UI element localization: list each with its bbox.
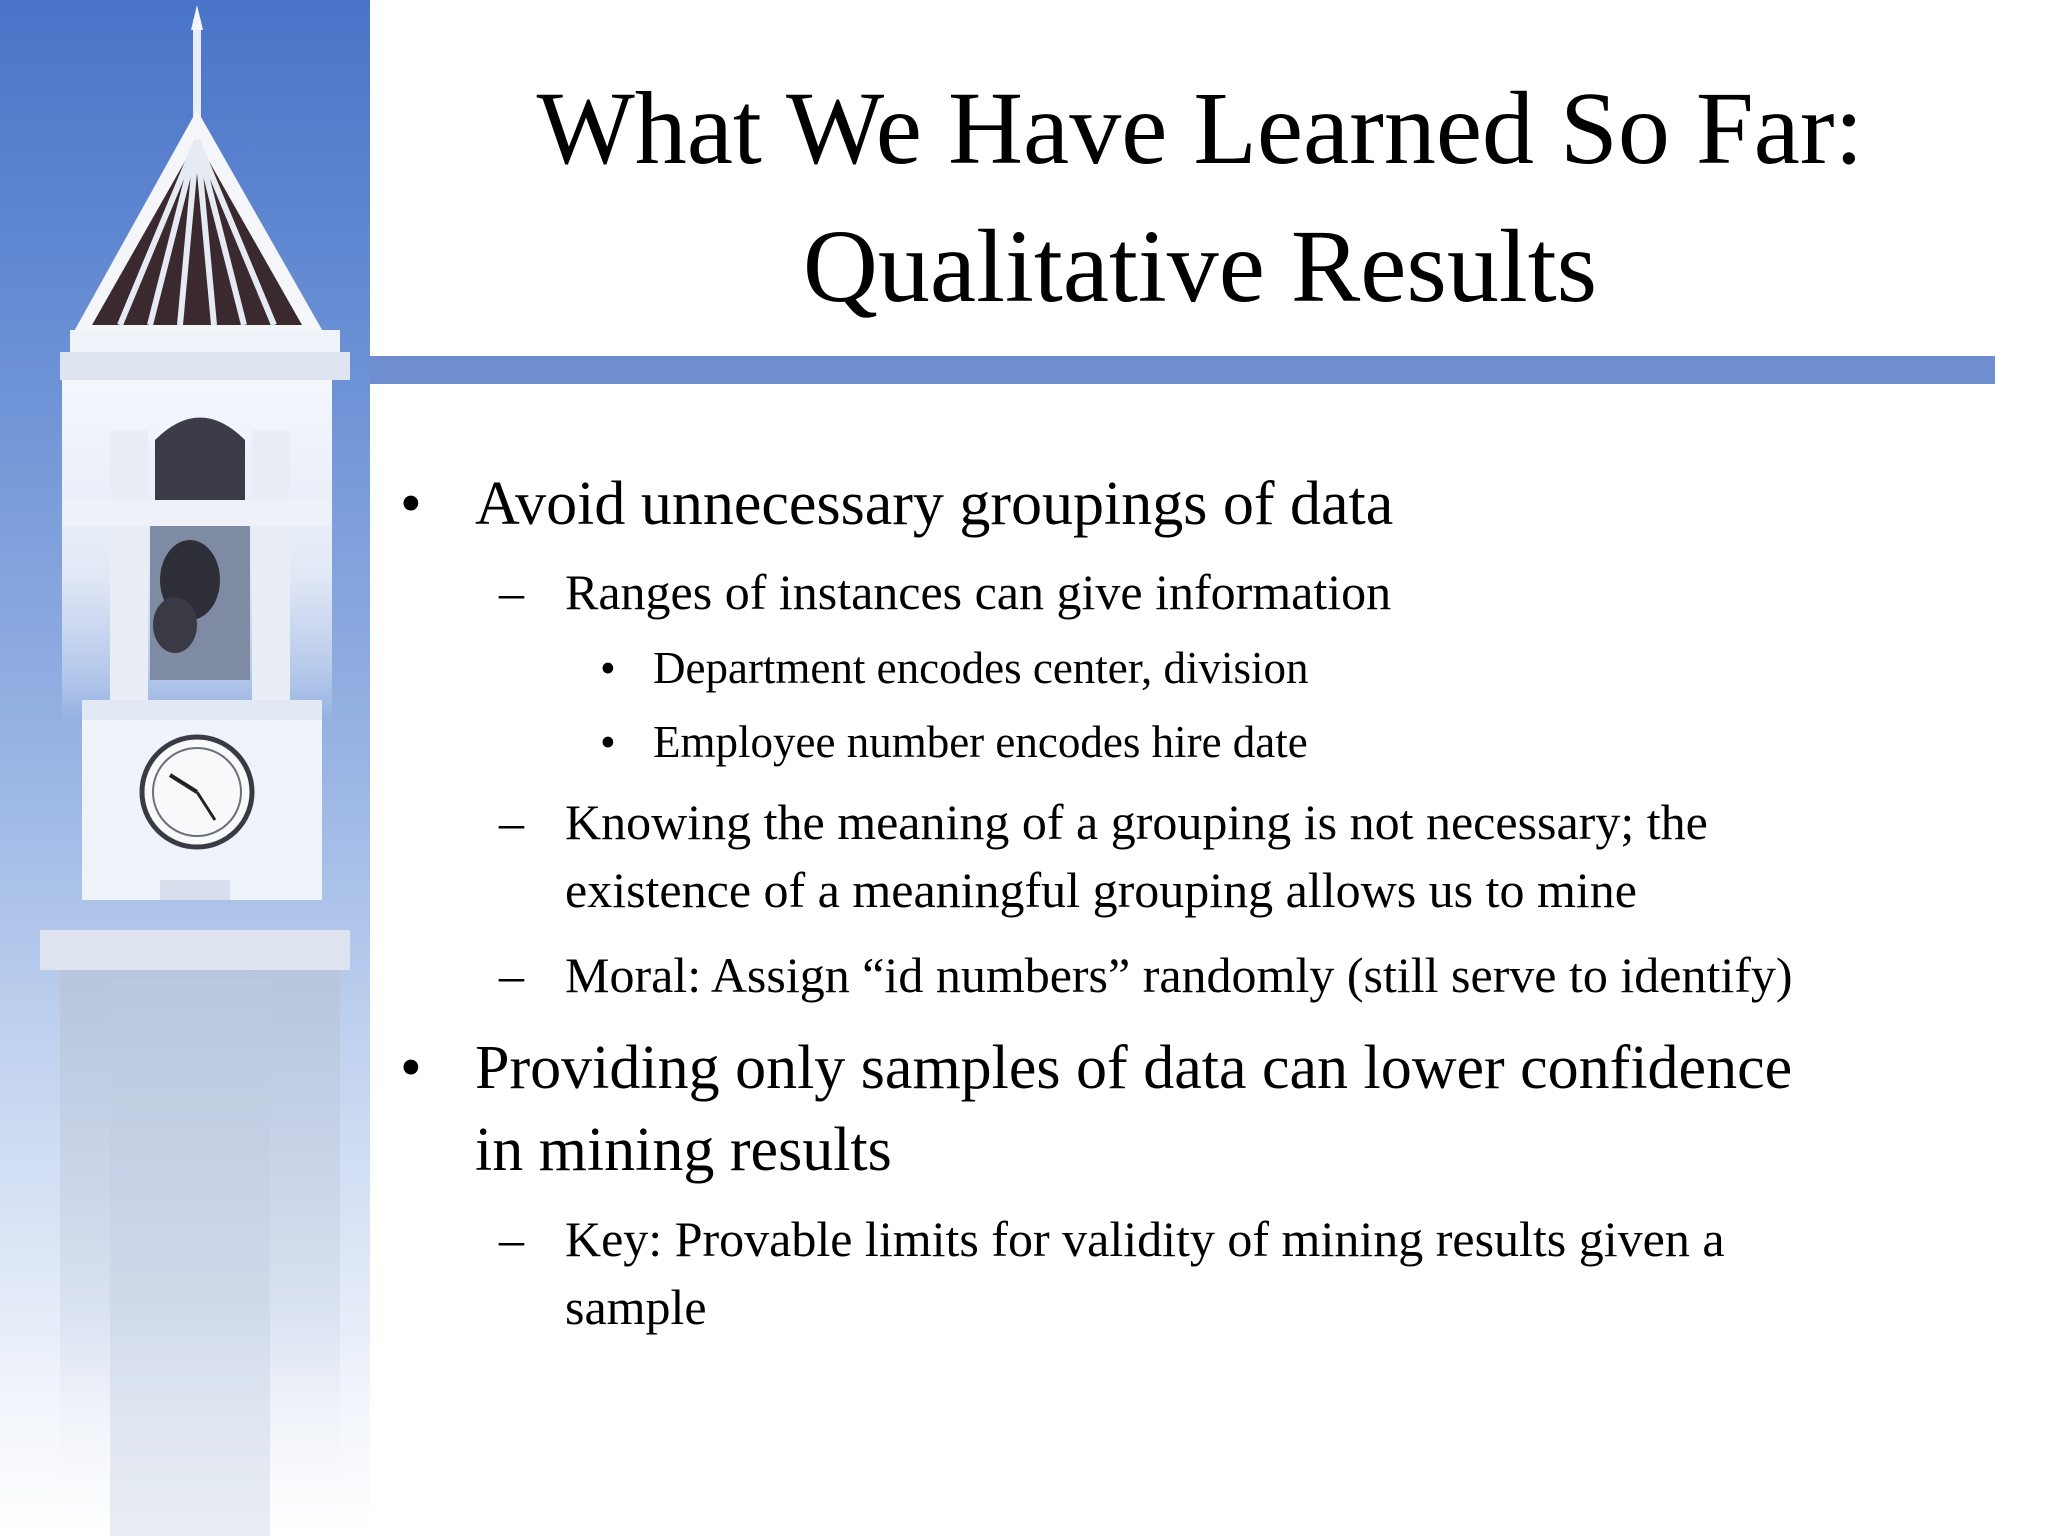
dash-marker: – <box>499 794 524 850</box>
bullet-text-line-1: Knowing the meaning of a grouping is not necessary; the <box>565 794 1708 850</box>
sub-bullet-item <box>499 788 1708 924</box>
clock-tower-illustration <box>0 0 370 1536</box>
bullet-text-line-2: in mining results <box>475 1116 892 1184</box>
bullet-text: Moral: Assign “id numbers” randomly (still serve to identify) <box>565 947 1793 1003</box>
bullet-text: Avoid unnecessary groupings of data <box>475 470 1394 538</box>
bullet-text-line-1: Providing only samples of data can lower confidence <box>475 1034 1793 1102</box>
bullet-text: Department encodes center, division <box>653 643 1309 693</box>
bullet-text: Ranges of instances can give information <box>565 564 1392 620</box>
clock-tower-image <box>0 0 370 1536</box>
bullet-item <box>400 1027 1793 1191</box>
bullet-text-line-2: existence of a meaningful grouping allows us to mine <box>565 862 1637 918</box>
sub-bullet-item <box>499 941 1793 1009</box>
slide-title <box>400 60 2000 336</box>
dash-marker: – <box>499 947 524 1003</box>
dash-marker: – <box>499 564 524 620</box>
slide-title-line-1: What We Have Learned So Far: <box>536 71 1864 186</box>
sub-sub-bullet-item <box>600 712 1308 772</box>
bullet-text-line-2: sample <box>565 1279 707 1335</box>
sub-sub-bullet-item <box>600 638 1309 698</box>
sub-bullet-item <box>499 1205 1725 1341</box>
dash-marker: – <box>499 1211 524 1267</box>
bullet-item <box>400 463 1394 545</box>
bullet-marker: • <box>600 717 616 767</box>
slide-title-line-2: Qualitative Results <box>802 209 1598 324</box>
bullet-marker: • <box>400 470 422 538</box>
bullet-text: Employee number encodes hire date <box>653 717 1308 767</box>
bullet-text-line-1: Key: Provable limits for validity of mining results given a <box>565 1211 1725 1267</box>
bullet-marker: • <box>400 1034 422 1102</box>
bullet-marker: • <box>600 643 616 693</box>
sub-bullet-item <box>499 558 1392 626</box>
title-divider <box>370 356 1995 384</box>
